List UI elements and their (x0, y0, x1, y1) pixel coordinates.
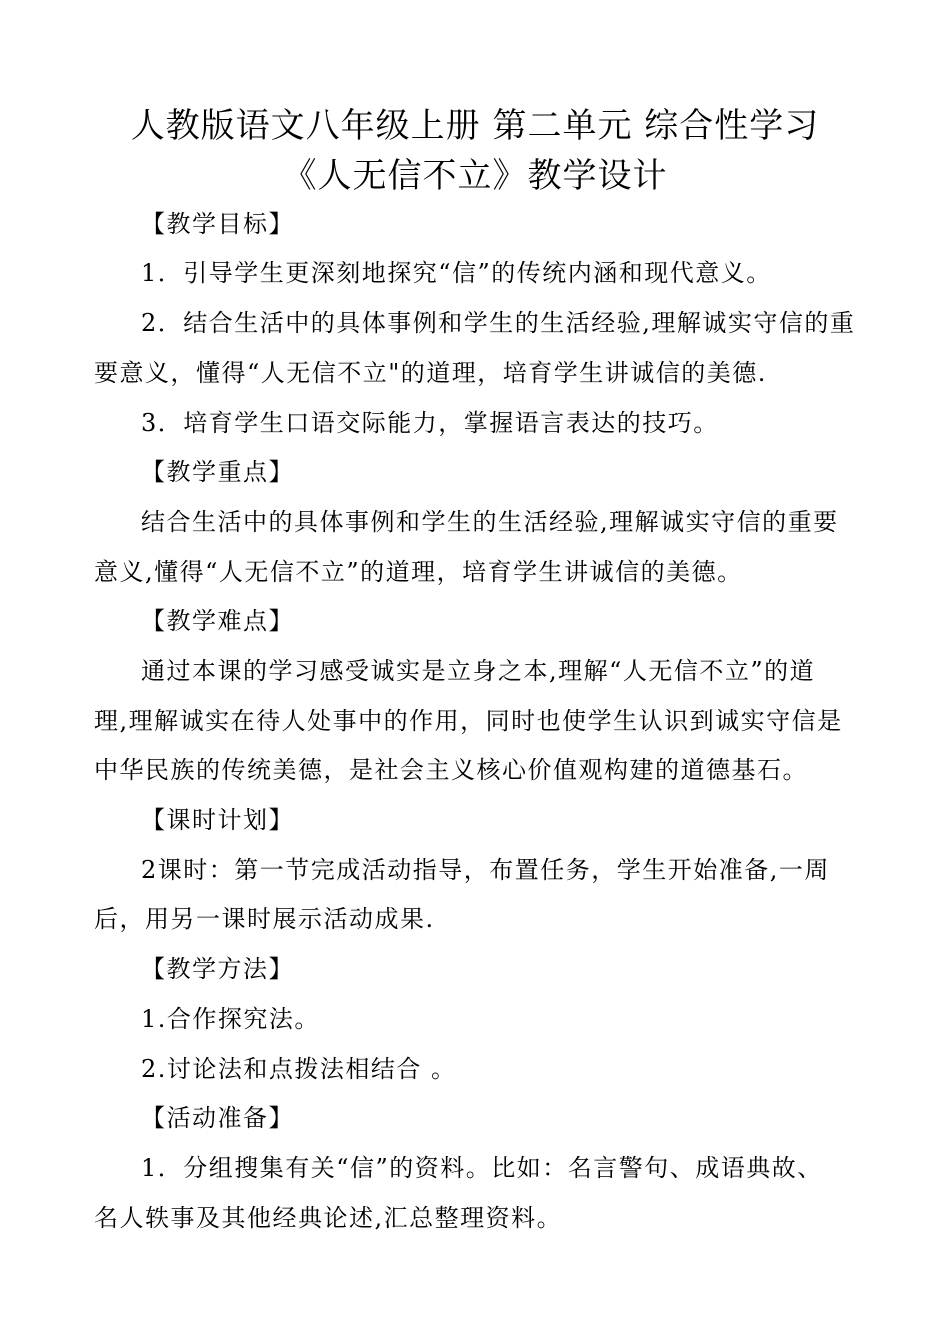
objective-2-line1: 2．结合生活中的具体事例和学生的生活经验,理解诚实守信的重 (141, 309, 856, 337)
section-heading-preparation: 【活动准备】 (141, 1104, 294, 1132)
objective-2-line2: 要意义，懂得“人无信不立"的道理，培育学生讲诚信的美德. (94, 359, 767, 387)
section-heading-schedule: 【课时计划】 (141, 806, 294, 834)
difficulties-line1: 通过本课的学习感受诚实是立身之本,理解“人无信不立”的道 (141, 657, 816, 685)
section-heading-methods: 【教学方法】 (141, 955, 294, 983)
preparation-1-line1: 1．分组搜集有关“信”的资料。比如：名言警句、成语典故、 (141, 1154, 823, 1182)
schedule-line2: 后，用另一课时展示活动成果. (94, 905, 435, 933)
section-heading-difficulties: 【教学难点】 (141, 607, 294, 635)
schedule-line1: 2课时：第一节完成活动指导，布置任务，学生开始准备,一周 (141, 856, 830, 884)
key-points-line2: 意义,懂得“人无信不立”的道理，培育学生讲诚信的美德。 (94, 558, 743, 586)
preparation-1-line2: 名人轶事及其他经典论述,汇总整理资料。 (94, 1204, 563, 1232)
doc-title-line2: 《人无信不立》教学设计 (282, 156, 668, 196)
section-heading-objectives: 【教学目标】 (141, 210, 294, 238)
method-2: 2.讨论法和点拨法相结合 。 (141, 1055, 457, 1083)
difficulties-line3: 中华民族的传统美德，是社会主义核心价值观构建的道德基石。 (94, 756, 808, 784)
difficulties-line2: 理,理解诚实在待人处事中的作用，同时也使学生认识到诚实守信是 (94, 707, 843, 735)
objective-3: 3．培育学生口语交际能力，掌握语言表达的技巧。 (141, 409, 719, 437)
section-heading-key-points: 【教学重点】 (141, 458, 294, 486)
key-points-line1: 结合生活中的具体事例和学生的生活经验,理解诚实守信的重要 (141, 508, 839, 536)
doc-title-line1: 人教版语文八年级上册 第二单元 综合性学习 (130, 106, 820, 146)
method-1: 1.合作探究法。 (141, 1005, 320, 1033)
objective-1: 1．引导学生更深刻地探究“信”的传统内涵和现代意义。 (141, 259, 772, 287)
